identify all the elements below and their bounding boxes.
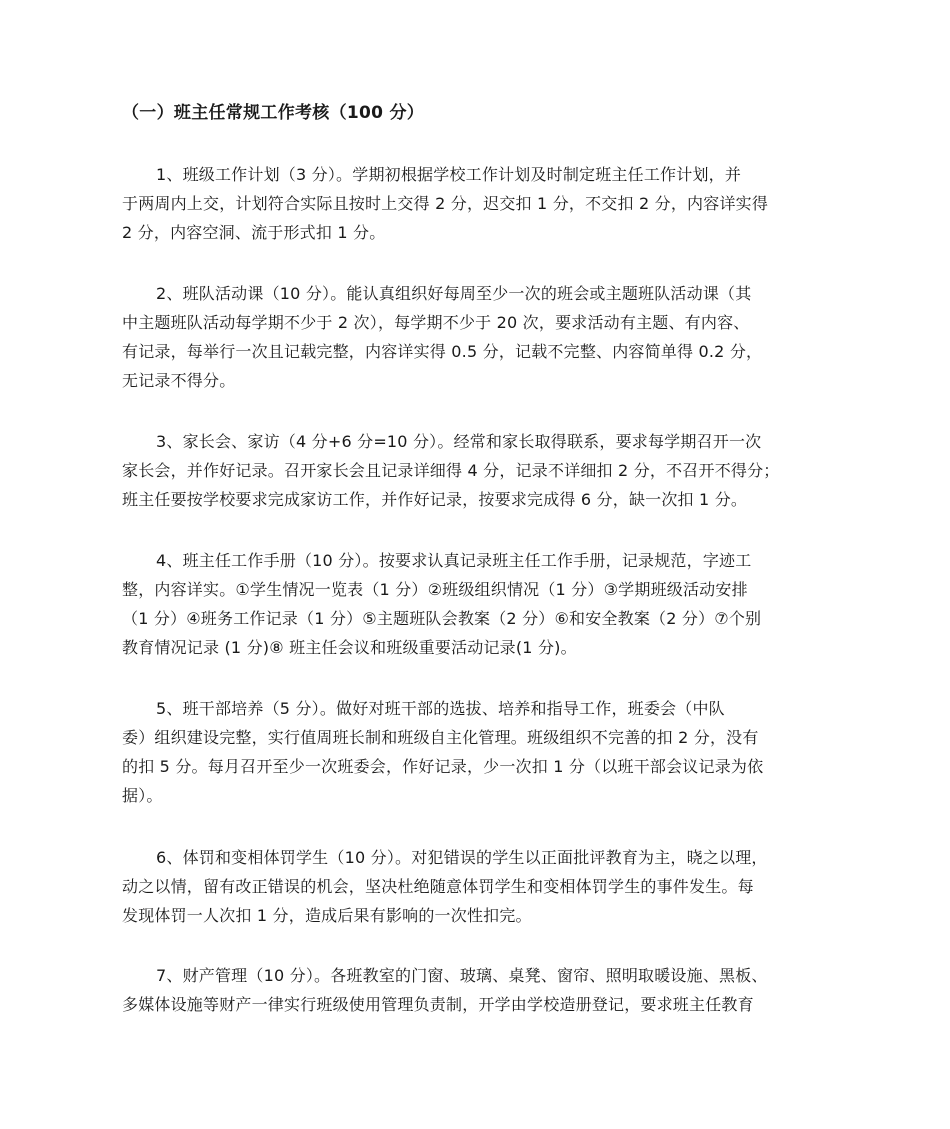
paragraph-line: 教育情况记录 (1 分)⑧ 班主任会议和班级重要活动记录(1 分)。	[122, 638, 577, 657]
paragraph-line: 动之以情，留有改正错误的机会，坚决杜绝随意体罚学生和变相体罚学生的事件发生。每	[122, 877, 754, 896]
paragraph-line: 整，内容详实。①学生情况一览表（1 分）②班级组织情况（1 分）③学期班级活动安排	[122, 580, 748, 599]
paragraph-line: （1 分）④班务工作记录（1 分）⑤主题班队会教案（2 分）⑥和安全教案（2 分）⑦个别	[122, 609, 762, 628]
paragraph-line: 发现体罚一人次扣 1 分，造成后果有影响的一次性扣完。	[122, 906, 532, 925]
section-heading: （一）班主任常规工作考核（100 分）	[122, 103, 425, 123]
paragraph-line: 的扣 5 分。每月召开至少一次班委会，作好记录，少一次扣 1 分（以班干部会议记录为依	[122, 757, 764, 776]
paragraph-line: 无记录不得分。	[122, 371, 236, 390]
paragraph-line: 有记录，每举行一次且记载完整，内容详实得 0.5 分，记载不完整、内容简单得 0.2 分，	[122, 342, 763, 361]
paragraph-line: 2、班队活动课（10 分）。能认真组织好每周至少一次的班会或主题班队活动课（其	[156, 284, 752, 303]
paragraph-work-manual	[122, 546, 842, 662]
paragraph-line: 中主题班队活动每学期不少于 2 次），每学期不少于 20 次，要求活动有主题、有内容、	[122, 313, 750, 332]
paragraph-line: 于两周内上交，计划符合实际且按时上交得 2 分，迟交扣 1 分，不交扣 2 分，内容详实得	[122, 194, 769, 213]
paragraph-class-activity	[122, 279, 842, 395]
paragraph-line: 据）。	[122, 786, 163, 805]
paragraph-line: 6、体罚和变相体罚学生（10 分）。对犯错误的学生以正面批评教育为主，晓之以理，	[156, 848, 768, 867]
paragraph-line: 1、班级工作计划（3 分）。学期初根据学校工作计划及时制定班主任工作计划，并	[156, 165, 742, 184]
paragraph-line: 7、财产管理（10 分）。各班教室的门窗、玻璃、桌凳、窗帘、照明取暖设施、黑板、	[156, 966, 768, 985]
paragraph-line: 班主任要按学校要求完成家访工作，并作好记录，按要求完成得 6 分，缺一次扣 1 分。	[122, 490, 748, 509]
paragraph-line: 2 分，内容空洞、流于形式扣 1 分。	[122, 223, 386, 242]
paragraph-work-plan	[122, 160, 842, 247]
paragraph-line: 多媒体设施等财产一律实行班级使用管理负责制，开学由学校造册登记，要求班主任教育	[122, 995, 754, 1014]
paragraph-line: 3、家长会、家访（4 分+6 分=10 分）。经常和家长取得联系，要求每学期召开一次	[156, 432, 762, 451]
paragraph-corporal-punishment	[122, 843, 842, 930]
paragraph-parent-meeting	[122, 427, 842, 514]
paragraph-line: 4、班主任工作手册（10 分）。按要求认真记录班主任工作手册，记录规范，字迹工	[156, 551, 752, 570]
paragraph-line: 家长会，并作好记录。召开家长会且记录详细得 4 分，记录不详细扣 2 分，不召开不得分；	[122, 461, 780, 480]
paragraph-line: 5、班干部培养（5 分）。做好对班干部的选拔、培养和指导工作，班委会（中队	[156, 699, 725, 718]
paragraph-property-management	[122, 961, 842, 1019]
paragraph-line: 委）组织建设完整，实行值周班长制和班级自主化管理。班级组织不完善的扣 2 分，没有	[122, 728, 759, 747]
paragraph-class-cadre	[122, 694, 842, 810]
